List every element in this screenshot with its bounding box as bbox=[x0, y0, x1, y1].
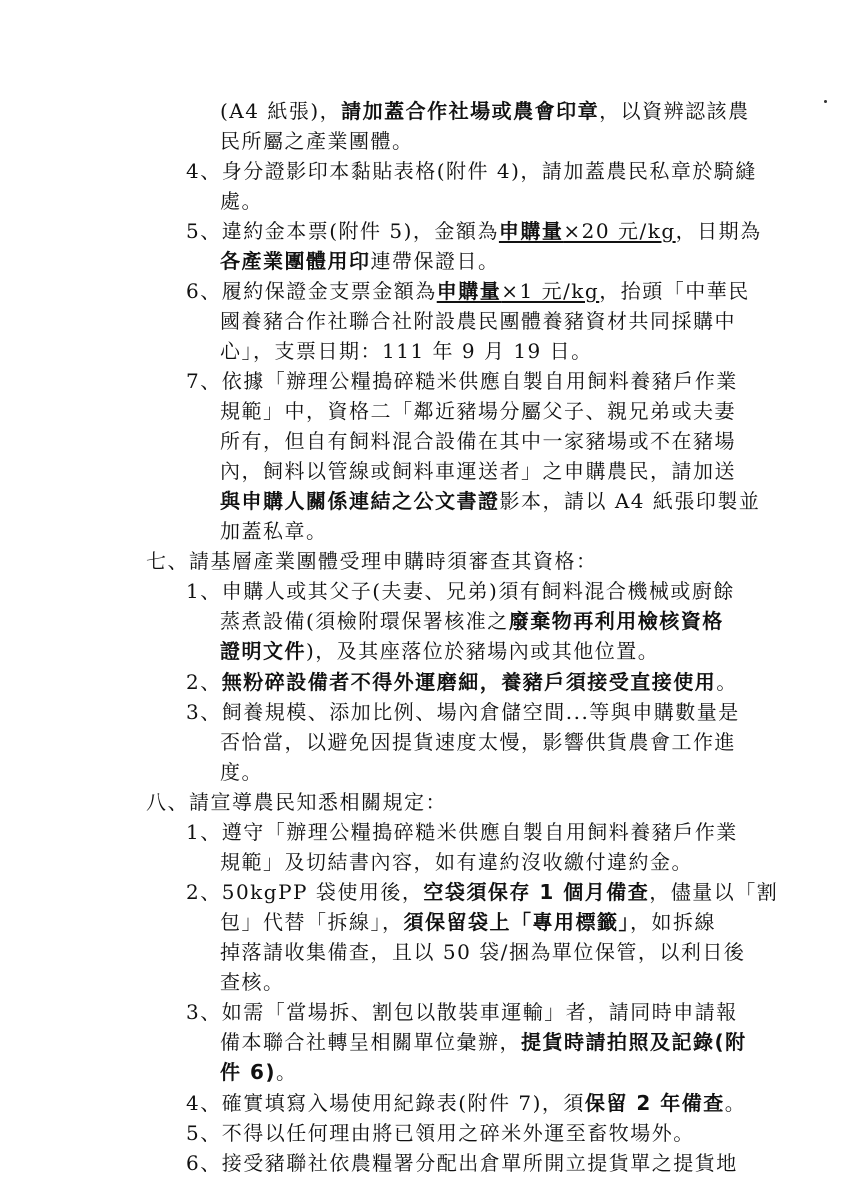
emphasis-text: 提貨時請拍照及記錄(附 bbox=[521, 1030, 747, 1054]
text-line bbox=[146, 787, 447, 817]
text-segment: 4、確實填寫入場使用紀錄表(附件 7)，須 bbox=[186, 1091, 585, 1115]
text-line bbox=[220, 186, 263, 216]
text-line bbox=[220, 757, 263, 787]
emphasis-text: 保留 2 年備查 bbox=[584, 1091, 725, 1115]
text-line bbox=[186, 997, 738, 1027]
text-segment: ，日期為 bbox=[675, 219, 762, 243]
text-line bbox=[220, 606, 724, 636]
text-line bbox=[186, 1088, 746, 1118]
text-segment: 5、違約金本票(附件 5)，金額為 bbox=[186, 219, 499, 243]
text-line bbox=[220, 96, 750, 126]
text-line bbox=[186, 366, 738, 396]
text-line bbox=[220, 907, 716, 937]
text-line bbox=[220, 306, 736, 336]
text-line bbox=[186, 817, 738, 847]
text-line bbox=[220, 937, 745, 967]
text-line bbox=[220, 516, 328, 546]
text-segment: ，如拆線 bbox=[630, 910, 716, 934]
text-line bbox=[186, 156, 757, 186]
text-segment: (A4 紙張)， bbox=[220, 99, 342, 123]
text-line bbox=[186, 697, 740, 727]
text-segment: 心」，支票日期：111 年 9 月 19 日。 bbox=[220, 339, 593, 363]
text-segment: ×20 元/kg bbox=[563, 219, 676, 243]
text-segment: ，以資辨認該農 bbox=[599, 99, 750, 123]
text-segment: 蒸煮設備(須檢附環保署核准之 bbox=[220, 609, 509, 633]
text-segment: 6、接受豬聯社依農糧署分配出倉單所開立提貨單之提貨地 bbox=[186, 1151, 738, 1175]
text-segment: 所有，但自有飼料混合設備在其中一家豬場或不在豬場 bbox=[220, 429, 736, 453]
text-segment: 度。 bbox=[220, 760, 263, 784]
text-line bbox=[220, 967, 285, 997]
text-segment: ，抬頭「中華民 bbox=[599, 279, 750, 303]
emphasis-text: 件 6) bbox=[220, 1060, 277, 1084]
text-line bbox=[186, 216, 762, 246]
text-segment: 連帶保證日。 bbox=[370, 249, 500, 273]
text-line bbox=[220, 486, 760, 516]
text-segment: 7、依據「辦理公糧搗碎糙米供應自製自用飼料養豬戶作業 bbox=[186, 369, 738, 393]
text-line bbox=[220, 727, 736, 757]
text-segment: 1、申購人或其父子(夫妻、兄弟)須有飼料混合機械或廚餘 bbox=[186, 579, 735, 603]
text-segment: 包」代替「拆線」， bbox=[220, 910, 404, 934]
text-segment: 內，飼料以管線或飼料車運送者」之申購農民，請加送 bbox=[220, 459, 736, 483]
emphasis-text: 證明文件 bbox=[220, 639, 306, 663]
text-segment: 七、請基層產業團體受理申購時須審查其資格： bbox=[146, 549, 598, 573]
emphasis-text: 請加蓋合作社場或農會印章 bbox=[341, 99, 600, 123]
text-segment: 。 bbox=[276, 1060, 298, 1084]
text-segment: 處。 bbox=[220, 189, 263, 213]
text-segment: 國養豬合作社聯合社附設農民團體養豬資材共同採購中 bbox=[220, 309, 736, 333]
text-line bbox=[220, 126, 414, 156]
text-segment: 民所屬之產業團體。 bbox=[220, 129, 414, 153]
text-line bbox=[186, 667, 738, 697]
text-line bbox=[220, 847, 693, 877]
text-segment: 規範」及切結書內容，如有違約沒收繳付違約金。 bbox=[220, 850, 693, 874]
text-segment: 否恰當，以避免因提貨速度太慢，影響供貨農會工作進 bbox=[220, 730, 736, 754]
text-line bbox=[220, 396, 736, 426]
emphasis-text: 申購量 bbox=[498, 219, 564, 243]
text-segment: 八、請宣導農民知悉相關規定： bbox=[146, 790, 447, 814]
emphasis-text: 申購量 bbox=[436, 279, 502, 303]
text-segment: )，及其座落位於豬場內或其他位置。 bbox=[306, 639, 660, 663]
emphasis-text: 與申購人關係連結之公文書證 bbox=[220, 489, 500, 513]
text-line bbox=[186, 576, 735, 606]
text-segment: 。 bbox=[724, 1091, 747, 1115]
text-line bbox=[186, 1148, 738, 1178]
text-line bbox=[220, 456, 736, 486]
text-segment: 備本聯合社轉呈相關單位彙辦， bbox=[220, 1030, 521, 1054]
text-line bbox=[220, 336, 593, 366]
emphasis-text: 空袋須保存 1 個月備查 bbox=[423, 880, 650, 904]
emphasis-text: 無粉碎設備者不得外運磨細，養豬戶須接受直接使用 bbox=[221, 670, 717, 694]
text-segment: ，儘量以「割 bbox=[649, 880, 779, 904]
text-line bbox=[220, 246, 500, 276]
emphasis-text: 廢棄物再利用檢核資格 bbox=[508, 609, 724, 633]
text-segment: 2、 bbox=[186, 670, 222, 694]
text-segment: 3、飼養規模、添加比例、場內倉儲空間...等與申購數量是 bbox=[186, 700, 740, 724]
text-segment: 掉落請收集備查，且以 50 袋/捆為單位保管，以利日後 bbox=[220, 940, 746, 964]
text-segment: 5、不得以任何理由將已領用之碎米外運至畜牧場外。 bbox=[186, 1121, 695, 1145]
text-segment: 6、履約保證金支票金額為 bbox=[186, 279, 437, 303]
text-segment: 查核。 bbox=[220, 970, 285, 994]
text-segment: 。 bbox=[716, 670, 738, 694]
text-segment: 2、50kgPP 袋使用後， bbox=[186, 880, 424, 904]
text-line bbox=[186, 276, 750, 306]
text-segment: 1、遵守「辦理公糧搗碎糙米供應自製自用飼料養豬戶作業 bbox=[186, 820, 738, 844]
scan-dot bbox=[824, 100, 827, 103]
text-segment: ×1 元/kg bbox=[501, 279, 600, 303]
text-line bbox=[186, 877, 778, 907]
emphasis-text: 須保留袋上「專用標籤」 bbox=[403, 910, 630, 934]
text-line bbox=[220, 426, 736, 456]
text-segment: 4、身分證影印本黏貼表格(附件 4)，請加蓋農民私章於騎縫 bbox=[186, 159, 757, 183]
text-line bbox=[186, 1118, 695, 1148]
text-segment: 加蓋私章。 bbox=[220, 519, 328, 543]
text-line bbox=[220, 1027, 747, 1057]
text-line bbox=[146, 546, 598, 576]
text-segment: 規範」中，資格二「鄰近豬場分屬父子、親兄弟或夫妻 bbox=[220, 399, 736, 423]
text-segment: 影本，請以 A4 紙張印製並 bbox=[499, 489, 761, 513]
text-line bbox=[220, 1057, 298, 1087]
text-segment: 3、如需「當場拆、割包以散裝車運輸」者，請同時申請報 bbox=[186, 1000, 738, 1024]
text-line bbox=[220, 636, 659, 666]
emphasis-text: 各產業團體用印 bbox=[220, 249, 371, 273]
